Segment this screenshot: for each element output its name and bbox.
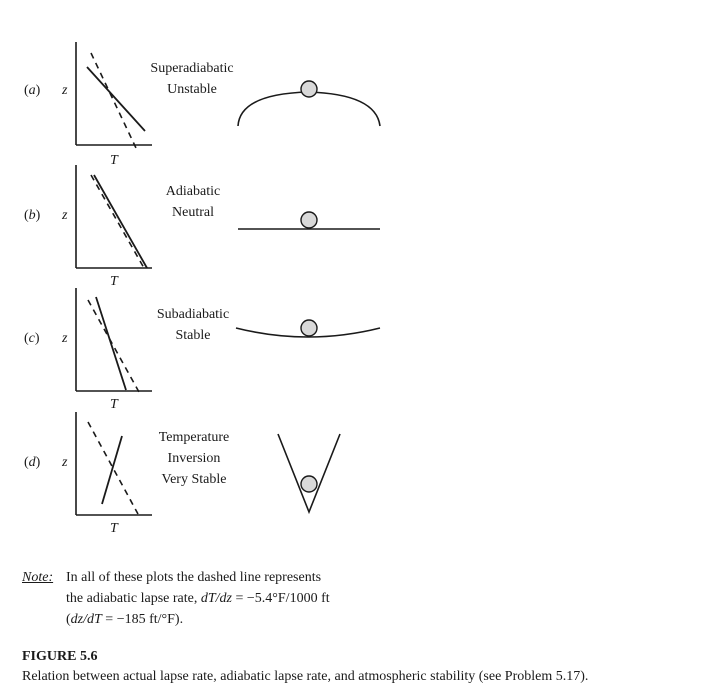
z-axis-label: z	[62, 331, 68, 346]
note-line3: (dz/dT = −185 ft/°F).	[66, 612, 184, 627]
panel-b	[0, 163, 706, 288]
stability-line2: Inversion	[167, 451, 221, 466]
stability-line2: Neutral	[172, 205, 214, 220]
adiabatic-dashed-line	[88, 300, 139, 392]
t-axis-label: T	[110, 397, 118, 412]
z-axis-label: z	[62, 208, 68, 223]
t-axis-label: T	[110, 274, 118, 289]
stability-line2: Unstable	[167, 82, 217, 97]
stability-line1: Superadiabatic	[150, 61, 234, 76]
adiabatic-dashed-line	[91, 53, 136, 148]
panel-label-a: (a)	[24, 83, 41, 98]
panel-label-b: (b)	[24, 208, 41, 223]
panel-c	[0, 286, 706, 411]
actual-lapse-line	[96, 297, 126, 390]
panel-d	[0, 410, 706, 535]
ball-on-hill-icon	[230, 70, 390, 170]
ball-in-v-valley-icon	[230, 420, 390, 530]
stability-line2: Stable	[175, 328, 211, 343]
stability-line3: Very Stable	[161, 472, 227, 487]
ball-in-shallow-valley-icon	[230, 316, 390, 416]
z-axis-label: z	[62, 455, 68, 470]
panel-a	[0, 40, 706, 168]
actual-lapse-line	[102, 436, 122, 504]
figure-caption: Relation between actual lapse rate, adiabatic lapse rate, and atmospheric stability (see Problem 5.17).	[22, 669, 589, 684]
note-line1: In all of these plots the dashed line represents	[66, 570, 322, 585]
t-axis-label: T	[110, 153, 118, 168]
panel-label-c: (c)	[24, 331, 40, 346]
t-axis-label: T	[110, 521, 118, 536]
panel-label-d: (d)	[24, 455, 41, 470]
stability-line1: Adiabatic	[165, 184, 221, 199]
figure-number: FIGURE 5.6	[22, 649, 98, 664]
ball-on-flat-icon	[230, 193, 390, 293]
note-label: Note:	[22, 570, 54, 585]
note-line2: the adiabatic lapse rate, dT/dz = −5.4°F/1000 ft	[66, 591, 330, 606]
adiabatic-dashed-line	[91, 175, 144, 268]
stability-line1: Subadiabatic	[156, 307, 230, 322]
note-text	[66, 567, 486, 630]
stability-line1: Temperature	[158, 430, 230, 445]
z-axis-label: z	[62, 83, 68, 98]
